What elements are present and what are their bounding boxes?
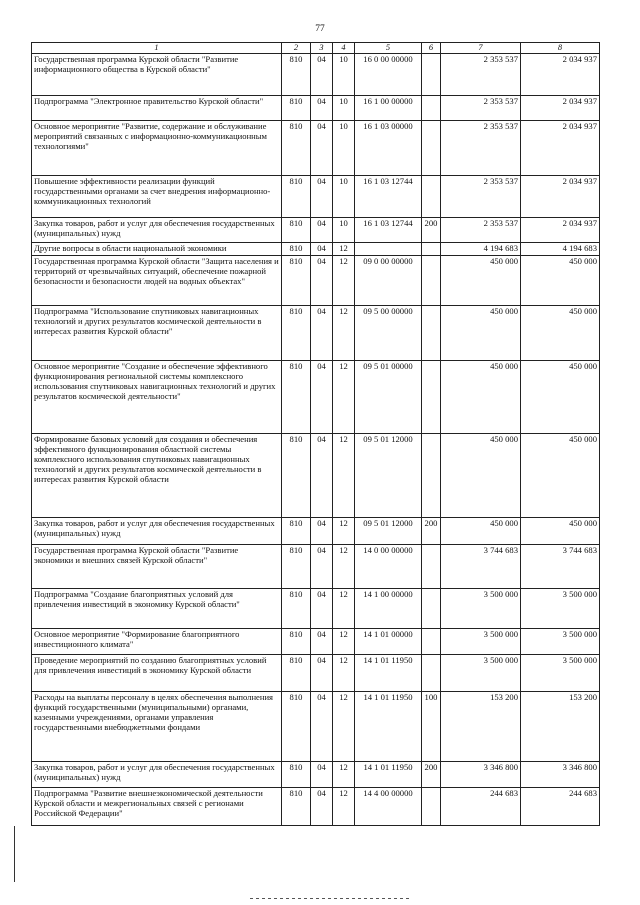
table-row [32,588,600,628]
row-value-cell: 10 [333,218,355,243]
row-value-cell: 12 [333,544,355,588]
row-value-cell [422,255,441,305]
row-value-cell: 12 [333,517,355,544]
row-name-cell: Повышение эффективности реализации функций государственными органами за счет внедрения информационно-коммуникационных технологий [32,176,282,218]
row-name-cell: Подпрограмма "Использование спутниковых навигационных технологий и других результатов космической деятельности в интересах развития Курской области" [32,305,282,360]
row-value-cell: 14 1 01 11950 [355,691,422,761]
row-value-cell: 09 5 01 12000 [355,433,422,517]
row-value-cell: 200 [422,761,441,787]
row-value-cell: 14 1 01 11950 [355,654,422,691]
row-value-cell: 3 500 000 [521,628,600,654]
row-value-cell: 04 [311,588,333,628]
row-value-cell: 2 034 937 [521,96,600,121]
row-value-cell: 4 194 683 [441,243,521,256]
row-value-cell: 3 500 000 [521,588,600,628]
row-value-cell: 810 [282,305,311,360]
row-name-cell: Закупка товаров, работ и услуг для обеспечения государственных (муниципальных) нужд [32,761,282,787]
row-value-cell: 3 346 800 [521,761,600,787]
row-value-cell: 04 [311,54,333,96]
row-value-cell [422,787,441,825]
row-name-cell: Государственная программа Курской области "Развитие экономики и внешних связей Курской области" [32,544,282,588]
row-value-cell: 10 [333,121,355,176]
row-value-cell: 3 500 000 [441,654,521,691]
row-value-cell: 10 [333,176,355,218]
row-value-cell: 2 034 937 [521,121,600,176]
row-value-cell [422,360,441,433]
row-name-cell: Государственная программа Курской области "Защита населения и территорий от чрезвычайных ситуаций, обеспечение пожарной безопасности и безопасности людей на водных объектах" [32,255,282,305]
column-header: 6 [422,43,441,54]
row-value-cell: 810 [282,761,311,787]
table-row [32,54,600,96]
row-value-cell [355,243,422,256]
column-header: 8 [521,43,600,54]
row-value-cell: 810 [282,255,311,305]
row-value-cell: 12 [333,787,355,825]
row-value-cell: 2 353 537 [441,121,521,176]
row-value-cell: 14 1 00 00000 [355,588,422,628]
row-value-cell: 04 [311,305,333,360]
row-value-cell [422,96,441,121]
row-value-cell: 153 200 [441,691,521,761]
row-value-cell: 04 [311,176,333,218]
row-value-cell: 244 683 [441,787,521,825]
page-number: 77 [315,24,325,34]
row-value-cell: 450 000 [521,255,600,305]
row-value-cell: 04 [311,628,333,654]
row-name-cell: Государственная программа Курской области "Развитие информационного общества в Курской области" [32,54,282,96]
row-value-cell: 450 000 [521,360,600,433]
row-value-cell: 12 [333,305,355,360]
table-row [32,654,600,691]
row-value-cell: 100 [422,691,441,761]
row-value-cell: 810 [282,628,311,654]
row-value-cell: 04 [311,691,333,761]
row-value-cell: 14 1 01 00000 [355,628,422,654]
row-value-cell: 153 200 [521,691,600,761]
row-value-cell: 2 034 937 [521,218,600,243]
row-value-cell: 04 [311,654,333,691]
row-value-cell: 810 [282,360,311,433]
row-value-cell: 810 [282,691,311,761]
row-value-cell: 450 000 [521,517,600,544]
column-header: 3 [311,43,333,54]
table-row [32,544,600,588]
row-value-cell: 04 [311,255,333,305]
row-value-cell: 04 [311,761,333,787]
row-value-cell [422,121,441,176]
row-value-cell: 810 [282,787,311,825]
row-name-cell: Проведение мероприятий по созданию благоприятных условий для привлечения инвестиций в экономику Курской области [32,654,282,691]
row-value-cell: 450 000 [441,255,521,305]
table-row [32,628,600,654]
row-name-cell: Подпрограмма "Создание благоприятных условий для привлечения инвестиций в экономику Курской области" [32,588,282,628]
row-value-cell: 09 0 00 00000 [355,255,422,305]
row-value-cell: 12 [333,691,355,761]
row-value-cell: 3 500 000 [441,588,521,628]
column-number-row [32,43,600,54]
table-row [32,176,600,218]
row-value-cell: 2 353 537 [441,96,521,121]
row-value-cell: 3 500 000 [521,654,600,691]
row-value-cell: 14 1 01 11950 [355,761,422,787]
row-value-cell: 10 [333,96,355,121]
table-row [32,96,600,121]
table-row [32,761,600,787]
row-value-cell: 244 683 [521,787,600,825]
row-value-cell: 3 744 683 [521,544,600,588]
row-value-cell: 14 4 00 00000 [355,787,422,825]
row-value-cell: 04 [311,218,333,243]
row-value-cell: 3 346 800 [441,761,521,787]
row-value-cell: 2 034 937 [521,54,600,96]
row-value-cell: 04 [311,243,333,256]
row-value-cell: 810 [282,96,311,121]
table-row [32,255,600,305]
row-value-cell: 810 [282,176,311,218]
column-header: 5 [355,43,422,54]
table-row [32,305,600,360]
row-value-cell: 2 034 937 [521,176,600,218]
row-value-cell [422,654,441,691]
row-name-cell: Другие вопросы в области национальной экономики [32,243,282,256]
row-value-cell: 810 [282,121,311,176]
row-value-cell: 14 0 00 00000 [355,544,422,588]
row-name-cell: Основное мероприятие "Создание и обеспечение эффективного функционирования региональной системы комплексного использования спутниковых навигационных технологий и других результатов космической деятельности" [32,360,282,433]
row-value-cell: 16 0 00 00000 [355,54,422,96]
table-row [32,121,600,176]
row-value-cell: 810 [282,218,311,243]
row-value-cell: 3 500 000 [441,628,521,654]
row-name-cell: Закупка товаров, работ и услуг для обеспечения государственных (муниципальных) нужд [32,218,282,243]
row-value-cell: 450 000 [441,360,521,433]
table-row [32,243,600,256]
row-value-cell: 810 [282,433,311,517]
table-row [32,433,600,517]
row-value-cell [422,433,441,517]
row-value-cell: 12 [333,360,355,433]
column-header: 4 [333,43,355,54]
row-value-cell: 10 [333,54,355,96]
row-value-cell: 450 000 [521,305,600,360]
column-header: 2 [282,43,311,54]
row-value-cell: 16 1 03 12744 [355,176,422,218]
row-name-cell: Расходы на выплаты персоналу в целях обеспечения выполнения функций государственными (муниципальными) органами, казенными учреждениями, органами управления государственными внебюджетными фондами [32,691,282,761]
row-value-cell: 04 [311,517,333,544]
row-value-cell: 12 [333,255,355,305]
row-value-cell: 16 1 00 00000 [355,96,422,121]
row-value-cell: 04 [311,121,333,176]
row-value-cell: 810 [282,517,311,544]
row-value-cell: 810 [282,544,311,588]
row-name-cell: Подпрограмма "Развитие внешнеэкономической деятельности Курской области и межрегиональных связей с регионами Российской Федерации" [32,787,282,825]
row-name-cell: Закупка товаров, работ и услуг для обеспечения государственных (муниципальных) нужд [32,517,282,544]
row-name-cell: Основное мероприятие "Развитие, содержание и обслуживание мероприятий связанных с информационно-коммуникационным технологиями" [32,121,282,176]
row-value-cell: 12 [333,243,355,256]
row-value-cell [422,54,441,96]
row-value-cell: 4 194 683 [521,243,600,256]
row-value-cell: 2 353 537 [441,218,521,243]
row-name-cell: Формирование базовых условий для создания и обеспечения эффективного функционирования областной системы комплексного использования спутниковых навигационных технологий и других результатов космической деятельности в интересах развития Курской области [32,433,282,517]
table-row [32,517,600,544]
table-row [32,360,600,433]
row-value-cell: 04 [311,544,333,588]
row-value-cell: 09 5 01 12000 [355,517,422,544]
row-value-cell: 04 [311,433,333,517]
row-value-cell: 810 [282,54,311,96]
column-header: 1 [32,43,282,54]
row-value-cell: 04 [311,787,333,825]
row-value-cell [422,176,441,218]
row-value-cell: 16 1 03 00000 [355,121,422,176]
row-value-cell: 810 [282,243,311,256]
row-value-cell: 12 [333,588,355,628]
table-row [32,218,600,243]
row-name-cell: Основное мероприятие "Формирование благоприятного инвестиционного климата" [32,628,282,654]
margin-line [14,826,15,882]
row-value-cell: 12 [333,628,355,654]
row-value-cell: 09 5 00 00000 [355,305,422,360]
row-value-cell: 2 353 537 [441,54,521,96]
row-value-cell: 04 [311,360,333,433]
row-value-cell [422,544,441,588]
row-value-cell: 16 1 03 12744 [355,218,422,243]
row-value-cell: 04 [311,96,333,121]
row-value-cell: 12 [333,433,355,517]
row-value-cell [422,588,441,628]
row-value-cell: 450 000 [441,517,521,544]
row-value-cell: 12 [333,654,355,691]
row-value-cell [422,243,441,256]
budget-table [31,42,600,826]
row-value-cell: 200 [422,218,441,243]
row-value-cell: 12 [333,761,355,787]
row-value-cell: 09 5 01 00000 [355,360,422,433]
row-value-cell: 810 [282,654,311,691]
column-header: 7 [441,43,521,54]
scan-artifact [250,898,410,899]
table-row [32,691,600,761]
table-row [32,787,600,825]
row-value-cell: 200 [422,517,441,544]
row-value-cell: 450 000 [521,433,600,517]
row-value-cell [422,628,441,654]
row-value-cell: 2 353 537 [441,176,521,218]
row-value-cell: 450 000 [441,305,521,360]
row-value-cell [422,305,441,360]
row-name-cell: Подпрограмма "Электронное правительство Курской области" [32,96,282,121]
row-value-cell: 3 744 683 [441,544,521,588]
row-value-cell: 810 [282,588,311,628]
row-value-cell: 450 000 [441,433,521,517]
